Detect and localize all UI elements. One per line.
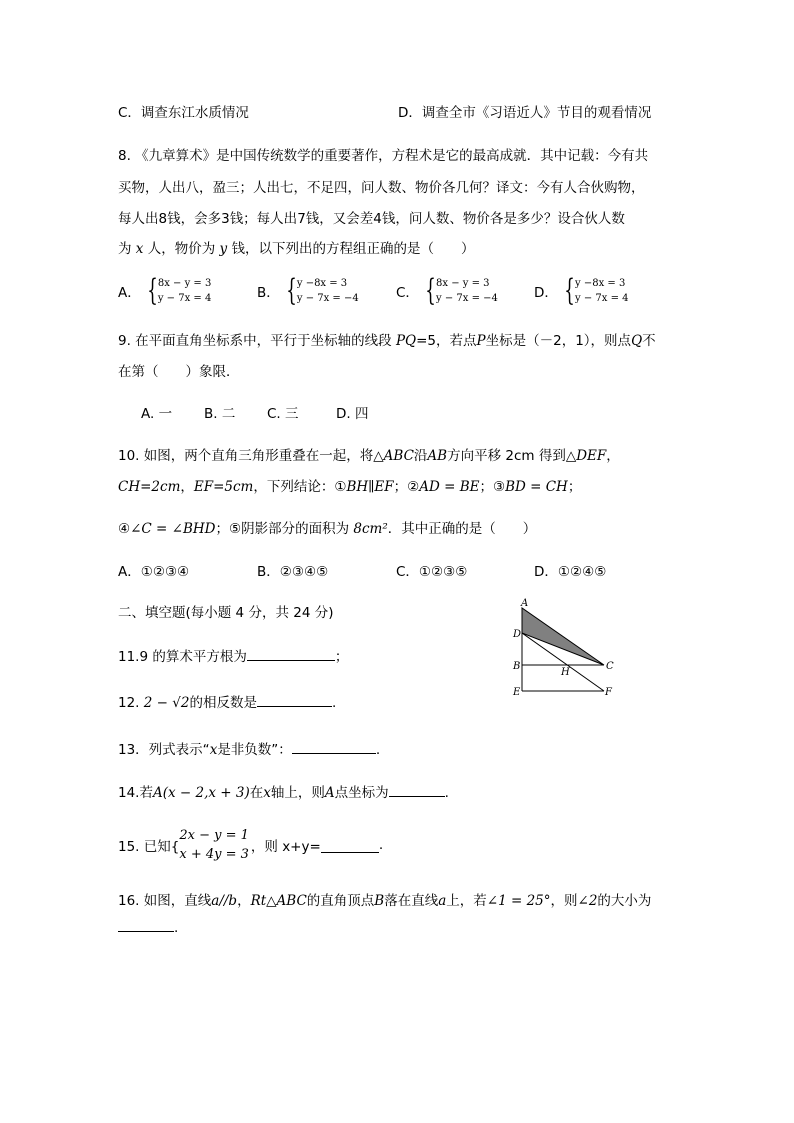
q10-line1: 10. 如图，两个直角三角形重叠在一起，将△ABC沿AB方向平移 2cm 得到△DEF， bbox=[118, 448, 620, 464]
q9-option-b: B. 二 bbox=[204, 406, 236, 422]
q12: 12. 2 − √2的相反数是 . bbox=[118, 692, 336, 713]
label-h: H bbox=[561, 667, 570, 678]
label-a: A bbox=[521, 598, 529, 609]
q15: 15. 已知{ 2x − y = 1 x + 4y = 3 ，则 x+y= . bbox=[118, 828, 384, 862]
q10-line3: ④∠C = ∠BHD；⑤阴影部分的面积为 8cm²．其中正确的是（ ） bbox=[118, 521, 537, 537]
q8-line4: 为 x 人，物价为 y 钱，以下列出的方程组正确的是（ ） bbox=[118, 241, 475, 257]
q8-line3: 每人出8钱，会多3钱；每人出7钱，又会差4钱，问人数、物价各是多少？设合伙人数 bbox=[118, 211, 625, 227]
q9-line1: 9. 在平面直角坐标系中，平行于坐标轴的线段 PQ=5，若点P坐标是（－2，1），则点Q不 bbox=[118, 333, 656, 349]
q9-option-c: C. 三 bbox=[267, 406, 299, 422]
section2-heading: 二、填空题(每小题 4 分，共 24 分) bbox=[118, 605, 334, 621]
q9-option-a: A. 一 bbox=[141, 406, 173, 422]
q10-line2: CH=2cm，EF=5cm，下列结论：①BH∥EF；②AD = BE；③BD = CH； bbox=[118, 479, 582, 495]
q7-option-d: D．调查全市《习语近人》节目的观看情况 bbox=[398, 105, 652, 121]
q8-option-b: B． { y −8x = 3 y − 7x = −4 bbox=[257, 273, 359, 308]
shaded-region bbox=[522, 608, 604, 665]
q14: 14.若A(x − 2,x + 3)在x轴上，则A点坐标为 . bbox=[118, 782, 449, 803]
q11: 11.9 的算术平方根为 ； bbox=[118, 646, 348, 667]
label-c: C bbox=[606, 661, 614, 672]
q10-option-d: D．①②④⑤ bbox=[534, 564, 607, 580]
q9-option-d: D. 四 bbox=[336, 406, 369, 422]
q8-line2: 买物，人出八，盈三；人出七，不足四，问人数、物价各几何？译文：今有人合伙购物， bbox=[118, 180, 645, 196]
q16-line1: 16. 如图，直线a//b，Rt△ABC的直角顶点B落在直线a上，若∠1 = 25°，则∠2的大小为 bbox=[118, 893, 652, 909]
q10-option-a: A．①②③④ bbox=[118, 564, 190, 580]
q8-option-c: C． { 8x − y = 3 y − 7x = −4 bbox=[396, 273, 498, 308]
q9-line2: 在第（ ）象限． bbox=[118, 364, 240, 380]
q13: 13．列式表示“x是非负数”： . bbox=[118, 739, 380, 760]
q8-option-d: D． { y −8x = 3 y − 7x = 4 bbox=[534, 273, 629, 308]
q8-option-a: A． { 8x − y = 3 y − 7x = 4 bbox=[118, 273, 212, 308]
label-f: F bbox=[605, 687, 612, 698]
q10-option-b: B．②③④⑤ bbox=[257, 564, 329, 580]
q10-triangle-figure bbox=[508, 596, 620, 698]
q16-line2: . bbox=[118, 917, 178, 938]
label-d: D bbox=[513, 629, 522, 640]
q8-line1: 8. 《九章算术》是中国传统数学的重要著作，方程术是它的最高成就．其中记载：今有共 bbox=[118, 148, 649, 164]
q10-option-c: C．①②③⑤ bbox=[396, 564, 468, 580]
label-b: B bbox=[513, 661, 521, 672]
q7-option-c: C．调查东江水质情况 bbox=[118, 105, 249, 121]
label-e: E bbox=[513, 687, 521, 698]
